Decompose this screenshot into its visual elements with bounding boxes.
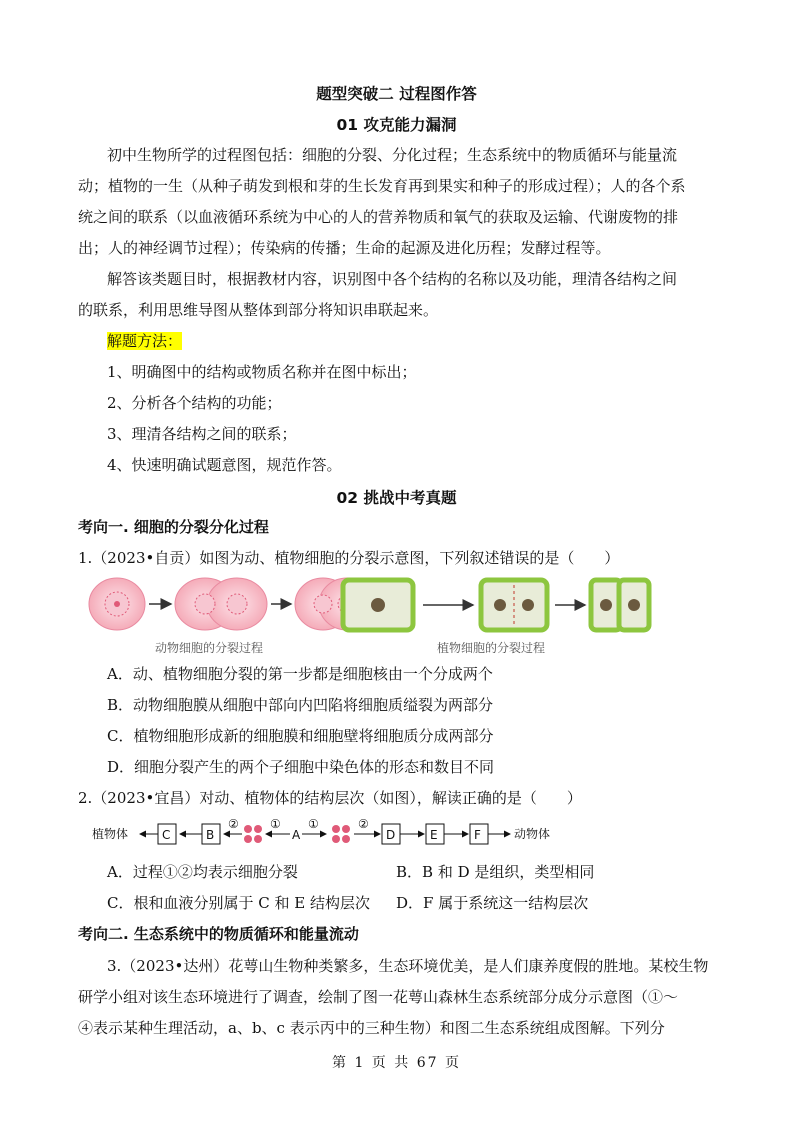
- plant-cell-1: [343, 580, 413, 630]
- cells-left: [244, 825, 262, 843]
- para2-line1: 解答该类题目时，根据教材内容，识别图中各个结构的名称以及功能，理清各结构之间: [107, 270, 678, 288]
- svg-text:F: F: [474, 828, 481, 842]
- q3-line2: 研学小组对该生态环境进行了调查，绘制了图一花萼山森林生态系统部分成分示意图（①～: [78, 988, 679, 1006]
- plant-cell-2: [481, 580, 547, 630]
- animal-cell-2: [175, 578, 267, 630]
- para1-line2: 动；植物的一生（从种子萌发到根和芽的生长发育再到果实和种子的形成过程）；人的各个系: [78, 177, 686, 195]
- label-animal-body: 动物体: [514, 827, 551, 841]
- label-plant-body: 植物体: [92, 827, 129, 841]
- para1-line3: 统之间的联系（以血液循环系统为中心的人的营养物质和氧气的获取及运输、代谢废物的排: [78, 208, 679, 226]
- q1-option-c[interactable]: C．植物细胞形成新的细胞膜和细胞壁将细胞质分成两部分: [107, 727, 494, 745]
- step-2-right: ②: [358, 817, 369, 831]
- q1-option-a[interactable]: A．动、植物细胞分裂的第一步都是细胞核由一个分成两个: [107, 665, 493, 683]
- page-footer: 第 1 页 共 67 页: [332, 1055, 461, 1071]
- svg-text:D: D: [386, 828, 396, 842]
- q2-option-a[interactable]: A．过程①②均表示细胞分裂: [107, 863, 298, 881]
- para1-line1: 初中生物所学的过程图包括：细胞的分裂、分化过程；生态系统中的物质循环与能量流: [107, 146, 678, 164]
- label-a: A: [292, 828, 301, 842]
- cell-division-figure: [85, 575, 685, 660]
- caption-plant: 植物细胞的分裂过程: [437, 641, 546, 655]
- page-title: 题型突破二 过程图作答: [316, 85, 477, 103]
- topic1-heading: 考向一. 细胞的分裂分化过程: [78, 518, 269, 536]
- svg-text:C: C: [162, 828, 171, 842]
- q3-line1: 3.（2023•达州）花萼山生物种类繁多，生态环境优美，是人们康养度假的胜地。某校生物: [107, 957, 709, 975]
- section2-heading: 02 挑战中考真题: [336, 489, 457, 507]
- topic2-heading: 考向二. 生态系统中的物质循环和能量流动: [78, 925, 359, 943]
- step-1-left: ①: [270, 817, 281, 831]
- method-label: 解题方法：: [107, 332, 183, 350]
- q3-line3: ④表示某种生理活动，a、b、c 表示丙中的三种生物）和图二生态系统组成图解。下列分: [78, 1019, 665, 1037]
- q2-option-b[interactable]: B．B 和 D 是组织，类型相同: [396, 863, 595, 881]
- q2-stem: 2.（2023•宜昌）对动、植物体的结构层次（如图），解读正确的是（ ）: [78, 789, 582, 807]
- structure-level-diagram: [90, 816, 590, 852]
- q1-stem: 1.（2023•自贡）如图为动、植物细胞的分裂示意图，下列叙述错误的是（ ）: [78, 549, 620, 567]
- method-3: 3、理清各结构之间的联系；: [107, 425, 297, 443]
- para1-line4: 出；人的神经调节过程）；传染病的传播；生命的起源及进化历程；发酵过程等。: [78, 239, 611, 257]
- q2-option-c[interactable]: C．根和血液分别属于 C 和 E 结构层次: [107, 894, 370, 912]
- para2-line2: 的联系，利用思维导图从整体到部分将知识串联起来。: [78, 301, 439, 319]
- cells-right: [332, 825, 350, 843]
- method-4: 4、快速明确试题意图，规范作答。: [107, 456, 342, 474]
- method-2: 2、分析各个结构的功能；: [107, 394, 282, 412]
- plant-cell-3: [591, 580, 649, 630]
- step-2-left: ②: [228, 817, 239, 831]
- animal-cell-1: [89, 578, 145, 630]
- method-1: 1、明确图中的结构或物质名称并在图中标出；: [107, 363, 417, 381]
- method-label-row: [107, 331, 757, 351]
- q2-option-d[interactable]: D．F 属于系统这一结构层次: [396, 894, 589, 912]
- svg-text:B: B: [206, 828, 215, 842]
- step-1-right: ①: [308, 817, 319, 831]
- q1-option-b[interactable]: B．动物细胞膜从细胞中部向内凹陷将细胞质缢裂为两部分: [107, 696, 494, 714]
- section1-heading: 01 攻克能力漏洞: [336, 116, 457, 134]
- caption-animal: 动物细胞的分裂过程: [155, 641, 264, 655]
- svg-text:E: E: [430, 828, 438, 842]
- q1-option-d[interactable]: D．细胞分裂产生的两个子细胞中染色体的形态和数目不同: [107, 758, 495, 776]
